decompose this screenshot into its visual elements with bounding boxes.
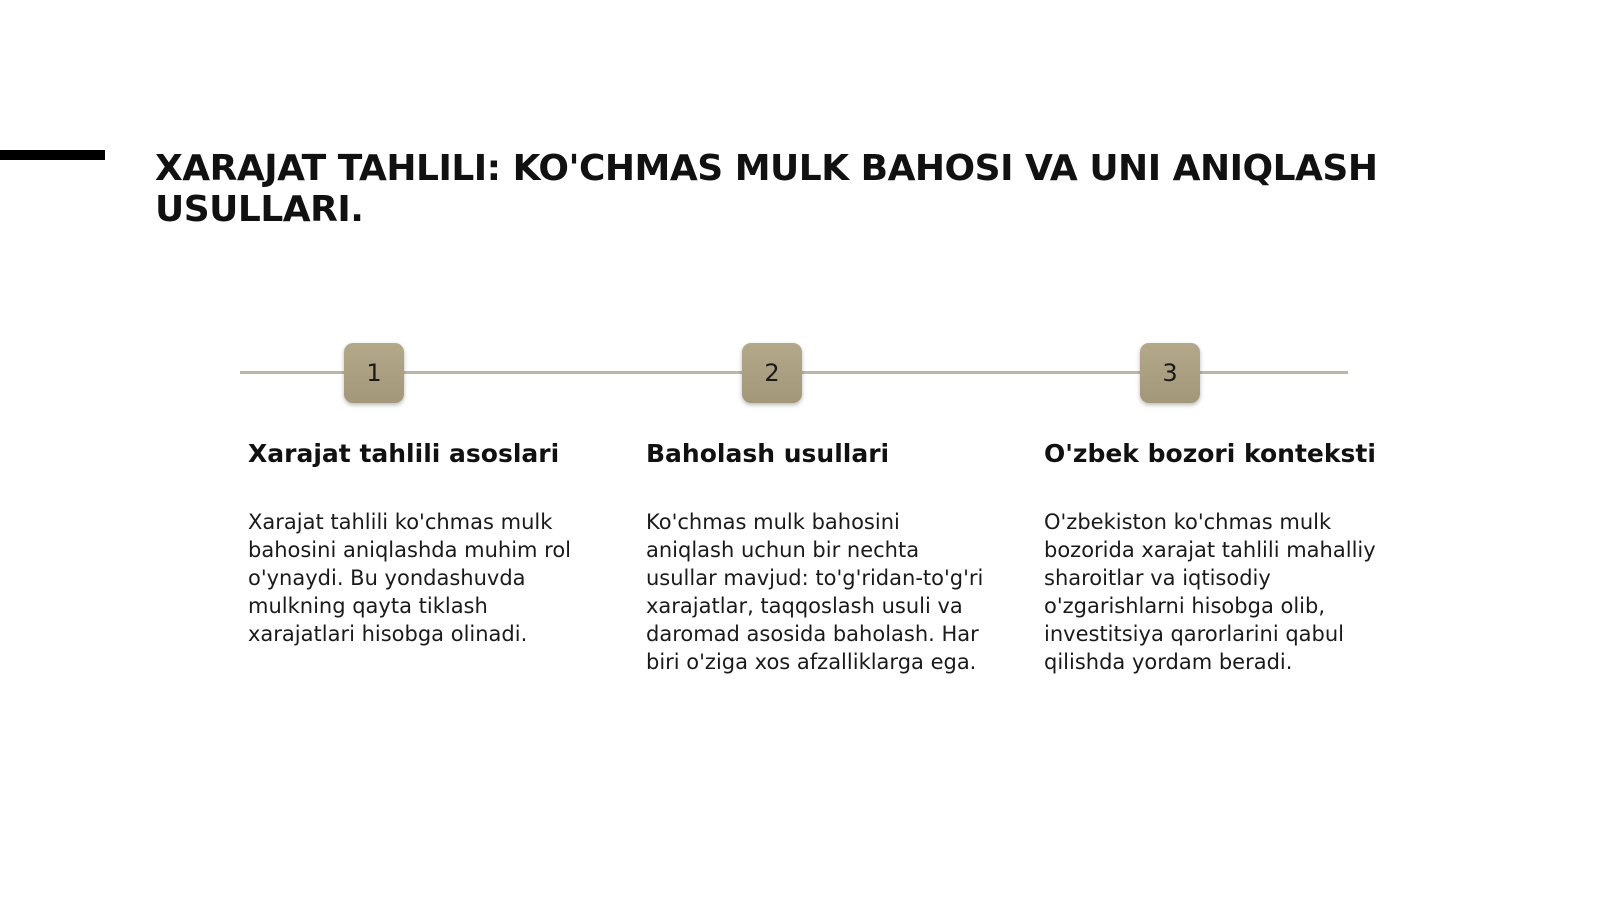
title-accent-bar: [0, 150, 105, 160]
step-2-title: Baholash usullari: [646, 439, 890, 468]
step-2-description: Ko'chmas mulk bahosini aniqlash uchun bir nechta usullar mavjud: to'g'ridan-to'g'ri xarajatlar, taqqoslash usuli va daromad asosida baholash. Har biri o'ziga xos afzalliklarga ega.: [646, 510, 984, 674]
step-1-description: Xarajat tahlili ko'chmas mulk bahosini aniqlashda muhim rol o'ynaydi. Bu yondashuvda mulkning qayta tiklash xarajatlari hisobga olinadi.: [248, 510, 572, 646]
slide-title: XARAJAT TAHLILI: KO'CHMAS MULK BAHOSI VA UNI ANIQLASH USULLARI.: [155, 148, 1378, 230]
step-3-description: O'zbekiston ko'chmas mulk bozorida xarajat tahlili mahalliy sharoitlar va iqtisodiy o'zgarishlarni hisobga olib, investitsiya qarorlarini qabul qilishda yordam beradi.: [1044, 510, 1376, 674]
step-2-marker: 2: [742, 343, 802, 403]
step-3-title: O'zbek bozori konteksti: [1044, 439, 1376, 468]
step-1: [248, 438, 588, 648]
step-1-title: Xarajat tahlili asoslari: [248, 439, 560, 468]
step-3: [1044, 438, 1384, 676]
step-2: [646, 438, 986, 676]
step-1-marker: 1: [344, 343, 404, 403]
step-3-marker: 3: [1140, 343, 1200, 403]
